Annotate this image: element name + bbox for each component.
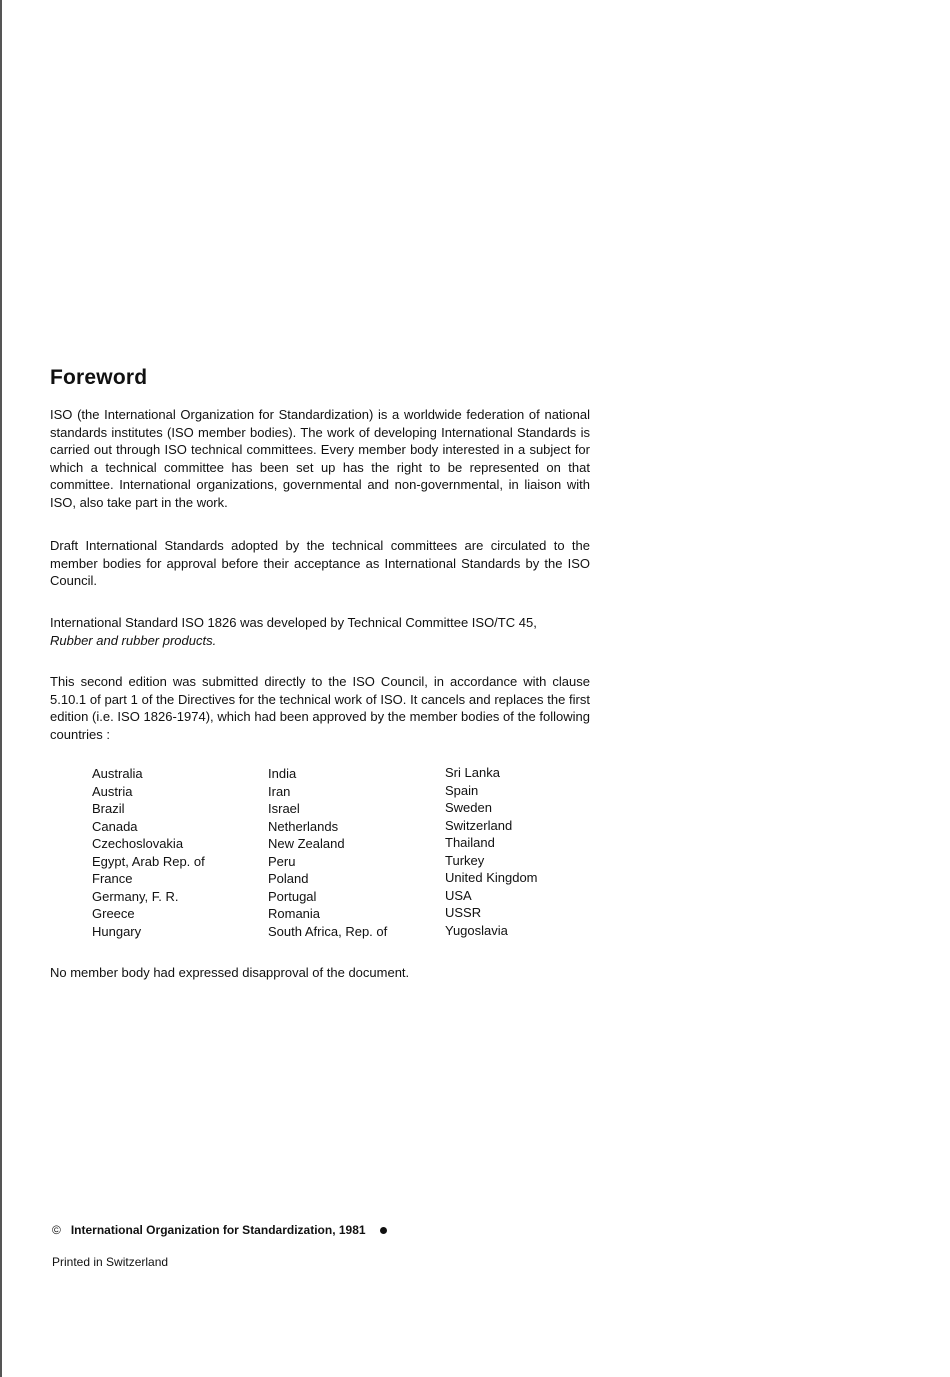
country-item: Turkey (445, 852, 485, 868)
country-item: Greece (92, 906, 135, 921)
country-item: Thailand (445, 835, 495, 850)
paragraph-second-edition: This second edition was submitted directly to the ISO Council, in accordance with clause 5.10.1 of part 1 of the Directives for the technical work of ISO. It cancels and replaces the first edition (i.e. ISO 1826-1974), which had been approved by the member bodies of the following countries : (50, 674, 590, 742)
country-item: Egypt, Arab Rep. of (92, 853, 205, 869)
country-item: Netherlands (268, 818, 339, 834)
committee-title: Rubber and rubber products. (50, 632, 217, 648)
countries-column-3 (445, 764, 538, 939)
country-item: Sweden (445, 800, 492, 815)
country-item: Peru (268, 853, 296, 869)
bullet-icon (380, 1227, 387, 1234)
country-item: Australia (92, 766, 143, 781)
country-item: Sri Lanka (445, 765, 500, 780)
country-item: Switzerland (445, 817, 513, 833)
country-item: Austria (92, 783, 133, 799)
paragraph-draft-standards: Draft International Standards adopted by the technical committees are circulated to the member bodies for approval before their acceptance as International Standards by the ISO Council. (50, 538, 590, 588)
country-item: Brazil (92, 801, 125, 816)
country-item: Yugoslavia (445, 922, 508, 938)
country-item: Israel (268, 801, 300, 816)
country-item: United Kingdom (445, 870, 538, 885)
page-title: Foreword (50, 366, 148, 389)
countries-column-1 (92, 765, 205, 940)
country-item: Czechoslovakia (92, 836, 184, 851)
country-item: Spain (445, 782, 479, 798)
countries-column-2 (268, 765, 387, 940)
country-item: Iran (268, 783, 291, 799)
country-item: USA (445, 887, 472, 903)
country-item: USSR (445, 905, 482, 920)
country-item: Germany, F. R. (92, 888, 179, 904)
paragraph-iso-intro: ISO (the International Organization for Standardization) is a worldwide federation of national standards institutes (ISO member bodies). The work of developing International Standards is carried out through ISO technical committees. Every member body interested in a subject for which a technical committee has been set up has the right to be represented on that committee. International organizations, governmental and non-governmental, in liaison with ISO, also take part in the work. (50, 407, 590, 510)
country-item: Portugal (268, 888, 317, 904)
printed-in: Printed in Switzerland (52, 1255, 169, 1269)
country-item: Canada (92, 818, 138, 834)
country-item: New Zealand (268, 836, 345, 851)
country-item: France (92, 871, 133, 886)
paragraph-developed-by (50, 614, 590, 649)
copyright-line (52, 1223, 387, 1237)
paragraph-no-disapproval: No member body had expressed disapproval of the document. (50, 965, 410, 980)
country-item: Romania (268, 906, 321, 921)
country-item: India (268, 766, 297, 781)
country-item: Poland (268, 871, 309, 886)
scan-edge (0, 0, 2, 1377)
copyright-icon: © (52, 1223, 61, 1237)
copyright-text: International Organization for Standardization, 1981 (70, 1223, 366, 1237)
country-item: Hungary (92, 923, 142, 939)
paragraph-developed-by-text: International Standard ISO 1826 was developed by Technical Committee ISO/TC 45, (50, 615, 537, 630)
country-item: South Africa, Rep. of (268, 923, 388, 939)
